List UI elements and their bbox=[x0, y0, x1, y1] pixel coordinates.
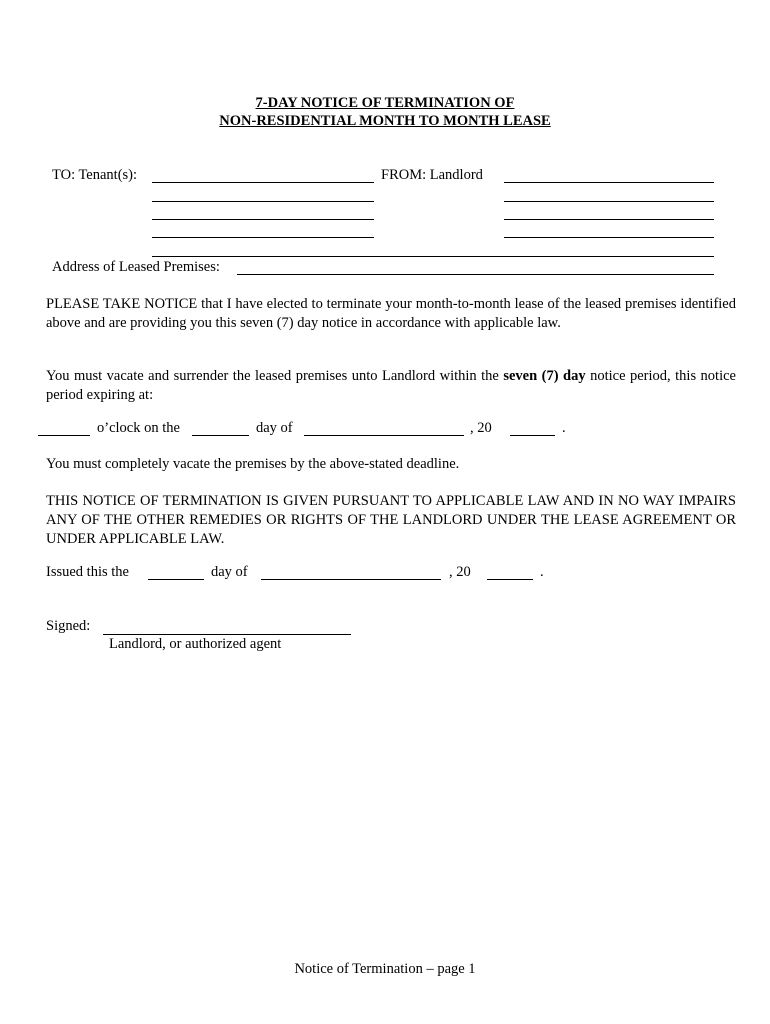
expiry-day-blank[interactable] bbox=[192, 435, 249, 436]
expiry-period: . bbox=[562, 420, 566, 436]
expiry-year-prefix: , 20 bbox=[470, 420, 492, 436]
tenant-label: TO: Tenant(s): bbox=[52, 167, 138, 183]
vacate-text-before: You must vacate and surrender the leased premises unto Landlord within the bbox=[46, 368, 504, 384]
address-label: Address of Leased Premises: bbox=[52, 259, 220, 275]
tenant-name-line-1[interactable] bbox=[152, 182, 374, 183]
issued-label: Issued this the bbox=[46, 564, 129, 580]
issued-period: . bbox=[540, 564, 544, 580]
landlord-name-line-2[interactable] bbox=[504, 201, 714, 202]
expiry-year-blank[interactable] bbox=[510, 435, 555, 436]
vacate-text-after: notice period, this notice period expiring at: bbox=[46, 368, 736, 403]
expiry-month-blank[interactable] bbox=[304, 435, 464, 436]
tenant-name-line-2[interactable] bbox=[152, 201, 374, 202]
issued-year-prefix: , 20 bbox=[449, 564, 471, 580]
issued-year-blank[interactable] bbox=[487, 579, 533, 580]
issued-day-of-label: day of bbox=[211, 564, 248, 580]
page-footer: Notice of Termination – page 1 bbox=[294, 961, 476, 977]
document-title-line2: NON-RESIDENTIAL MONTH TO MONTH LEASE bbox=[219, 113, 551, 129]
document-title-line1: 7-DAY NOTICE OF TERMINATION OF bbox=[255, 95, 515, 111]
expiry-hour-blank[interactable] bbox=[38, 435, 90, 436]
tenant-name-line-4[interactable] bbox=[152, 237, 374, 238]
address-line-2[interactable] bbox=[237, 274, 714, 275]
landlord-name-line-4[interactable] bbox=[504, 237, 714, 238]
law-paragraph: THIS NOTICE OF TERMINATION IS GIVEN PURSUANT TO APPLICABLE LAW AND IN NO WAY IMPAIRS ANY OF THE OTHER REMEDIES OR RIGHTS OF THE LANDLORD UNDER THE LEASE AGREEMENT OR UNDER APPLICABLE LAW. bbox=[46, 493, 736, 547]
vacate-paragraph bbox=[46, 367, 736, 405]
address-line-1[interactable] bbox=[152, 256, 714, 257]
tenant-name-line-3[interactable] bbox=[152, 219, 374, 220]
vacate-bold-period: seven (7) day bbox=[503, 368, 586, 384]
signature-line[interactable] bbox=[103, 634, 351, 635]
landlord-label: FROM: Landlord bbox=[381, 167, 483, 183]
deadline-text: You must completely vacate the premises by the above-stated deadline. bbox=[46, 456, 460, 472]
expiry-day-of-label: day of bbox=[256, 420, 293, 436]
expiry-oclock-label: o’clock on the bbox=[97, 420, 180, 436]
landlord-name-line-3[interactable] bbox=[504, 219, 714, 220]
issued-day-blank[interactable] bbox=[148, 579, 204, 580]
landlord-name-line-1[interactable] bbox=[504, 182, 714, 183]
signature-label: Signed: bbox=[46, 618, 91, 634]
signature-caption: Landlord, or authorized agent bbox=[109, 636, 282, 652]
issued-month-blank[interactable] bbox=[261, 579, 441, 580]
notice-paragraph: PLEASE TAKE NOTICE that I have elected to terminate your month-to-month lease of the leased premises identified above and are providing you this seven (7) day notice in accordance with applicable law. bbox=[46, 296, 736, 331]
